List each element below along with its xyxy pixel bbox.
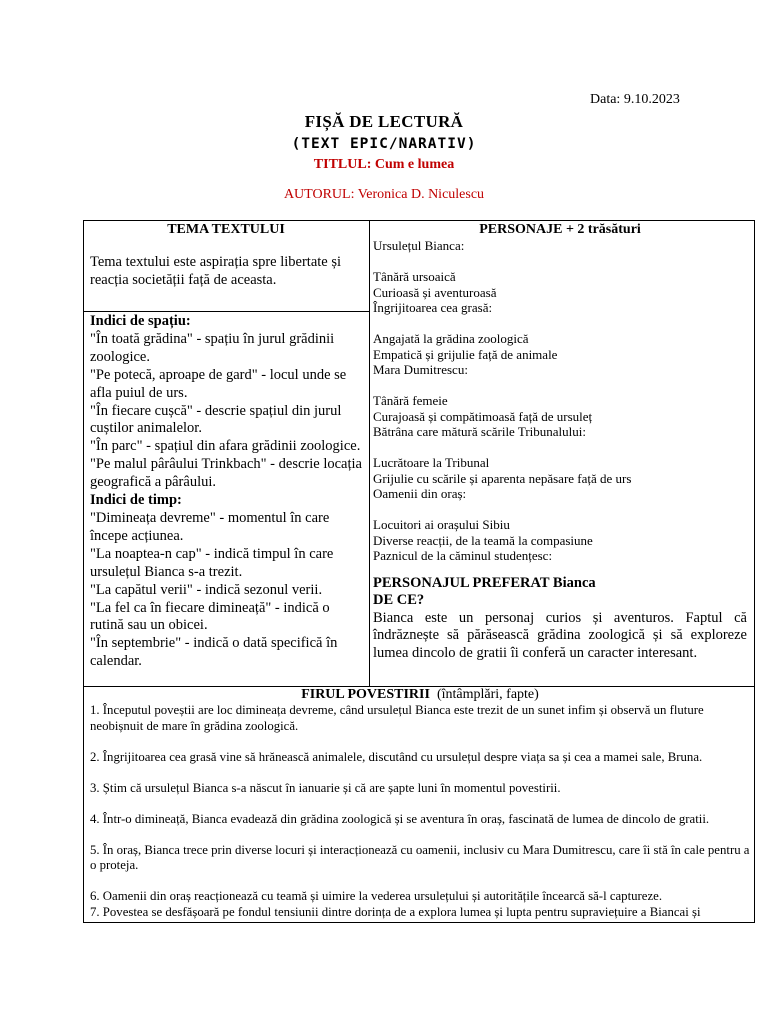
personaje-line — [373, 254, 747, 270]
personaje-line: Empatică și grijulie față de animale — [373, 346, 558, 362]
personaje-line: Lucrătoare la Tribunal — [373, 455, 490, 470]
personaje-heading: PERSONAJE + 2 trăsături — [479, 222, 641, 237]
tema-heading: TEMA TEXTULUI — [167, 222, 285, 237]
timp-heading: Indici de timp: — [90, 492, 182, 509]
spatiu-heading: Indici de spațiu: — [90, 313, 191, 329]
event-item: 4. Într-o dimineață, Bianca evadează din grădina zoologică și se aventura în oraș, fascinată de lumea de dincolo de gratii. — [90, 811, 710, 826]
spatiu-item: "Pe malul pârâului Trinkbach" - descrie locația geografică a pârâului. — [90, 456, 362, 491]
personaj-preferat-section — [373, 575, 747, 663]
timp-item: "La fel ca în fiecare dimineață" - indică o rutină sau un obicei. — [90, 599, 330, 634]
timp-item: "La noaptea-n cap" - indică timpul în care ursulețul Bianca s-a trezit. — [90, 545, 334, 580]
personaje-line: Ursulețul Bianca: — [373, 238, 465, 253]
personaje-list — [373, 238, 747, 564]
timp-item: "Dimineața devreme" - momentul în care începe acțiunea. — [90, 509, 330, 544]
tema-cell — [90, 222, 362, 289]
personaje-line: Grijulie cu scările și aparenta nepăsare față de urs — [373, 470, 632, 486]
column-divider — [369, 221, 370, 686]
event-item: 7. Povestea se desfășoară pe fondul tensiunii dintre dorința de a explora lumea și lupta pentru supraviețuire a Biancai și — [90, 904, 701, 919]
row-divider-left — [84, 311, 369, 312]
tema-text: Tema textului este aspirația spre libertate și reacția societății față de aceasta. — [90, 254, 342, 288]
indici-cell — [90, 313, 364, 671]
event-item: 1. Începutul poveștii are loc dimineața devreme, când ursulețul Bianca este trezit de un sunet infim și observă un fluture neobișnuit de mare în grădina zoologică. — [90, 703, 704, 733]
event-item: 5. În oraș, Bianca trece prin diverse locuri și interacționează cu oamenii, inclusiv cu Mara Dumitrescu, care îi stă în cale pentru a o proteja. — [90, 842, 750, 872]
personaje-line: Diverse reacții, de la teamă la compasiune — [373, 532, 593, 548]
personaje-line: Tânără ursoaică — [373, 269, 456, 284]
document-subtitle: (TEXT EPIC/NARATIV) — [291, 136, 477, 152]
personaje-line: Curioasă și aventuroasă — [373, 284, 497, 300]
personaje-line — [373, 440, 747, 456]
event-item: 2. Îngrijitoarea cea grasă vine să hrănească animalele, discutând cu ursulețul despre viața sa și cea a mamei sale, Bruna. — [90, 749, 703, 764]
spatiu-item: "În fiecare cușcă" - descrie spațiul din jurul cuștilor animalelor. — [90, 402, 342, 437]
firul-heading: FIRUL POVESTIRII — [301, 687, 430, 702]
personaje-line: Tânără femeie — [373, 393, 448, 408]
personaje-line: Angajată la grădina zoologică — [373, 331, 529, 346]
timp-item: "La capătul verii" - indică sezonul verii. — [90, 581, 323, 598]
date-label: Data: 9.10.2023 — [590, 92, 680, 107]
personaj-preferat-label: PERSONAJUL PREFERAT Bianca — [373, 574, 596, 591]
personaje-line — [373, 378, 747, 394]
personaje-line — [373, 316, 747, 332]
timp-item: "În septembrie" - indică o dată specifică în calendar. — [90, 635, 338, 670]
personaje-line — [373, 502, 747, 518]
firul-heading-note: (întâmplări, fapte) — [436, 687, 539, 702]
book-title: TITLUL: Cum e lumea — [313, 157, 455, 172]
de-ce-label: DE CE? — [373, 592, 425, 608]
spatiu-item: "În toată grădina" - spațiu în jurul grădinii zoologice. — [90, 330, 335, 365]
personaje-line: Paznicul de la căminul studențesc: — [373, 548, 553, 563]
spatiu-item: "Pe potecă, aproape de gard" - locul unde se afla puiul de urs. — [90, 366, 347, 401]
event-item: 3. Știm că ursulețul Bianca s-a născut în ianuarie și că are șapte luni în momentul povestirii. — [90, 780, 561, 795]
document-title: FIȘĂ DE LECTURĂ — [304, 112, 464, 131]
event-item: 6. Oamenii din oraș reacționează cu teamă și uimire la vederea ursulețului și autoritățile încearcă să-l captureze. — [90, 889, 663, 903]
firul-povestirii-cell — [90, 687, 750, 920]
spatiu-item: "În parc" - spațiul din afara grădinii zoologice. — [90, 438, 361, 455]
reading-sheet-table — [83, 220, 755, 923]
personaje-line: Îngrijitoarea cea grasă: — [373, 300, 493, 315]
personaje-line: Curajoasă și compătimoasă față de ursuleț — [373, 408, 593, 424]
personaje-line: Oamenii din oraș: — [373, 486, 467, 501]
personaje-line: Mara Dumitrescu: — [373, 362, 468, 377]
firul-heading-line — [90, 687, 750, 703]
personaje-cell — [373, 222, 747, 662]
personaje-line: Bătrâna care mătură scările Tribunalului: — [373, 424, 586, 439]
personaje-line: Locuitori ai orașului Sibiu — [373, 517, 510, 532]
book-author: AUTORUL: Veronica D. Niculescu — [283, 187, 485, 202]
de-ce-text: Bianca este un personaj curios și aventuros. Faptul că îndrăznește să părăsească grădina zoologică și să exploreze lumea dincolo de gratii îi conferă un caracter interesant. — [373, 609, 747, 661]
